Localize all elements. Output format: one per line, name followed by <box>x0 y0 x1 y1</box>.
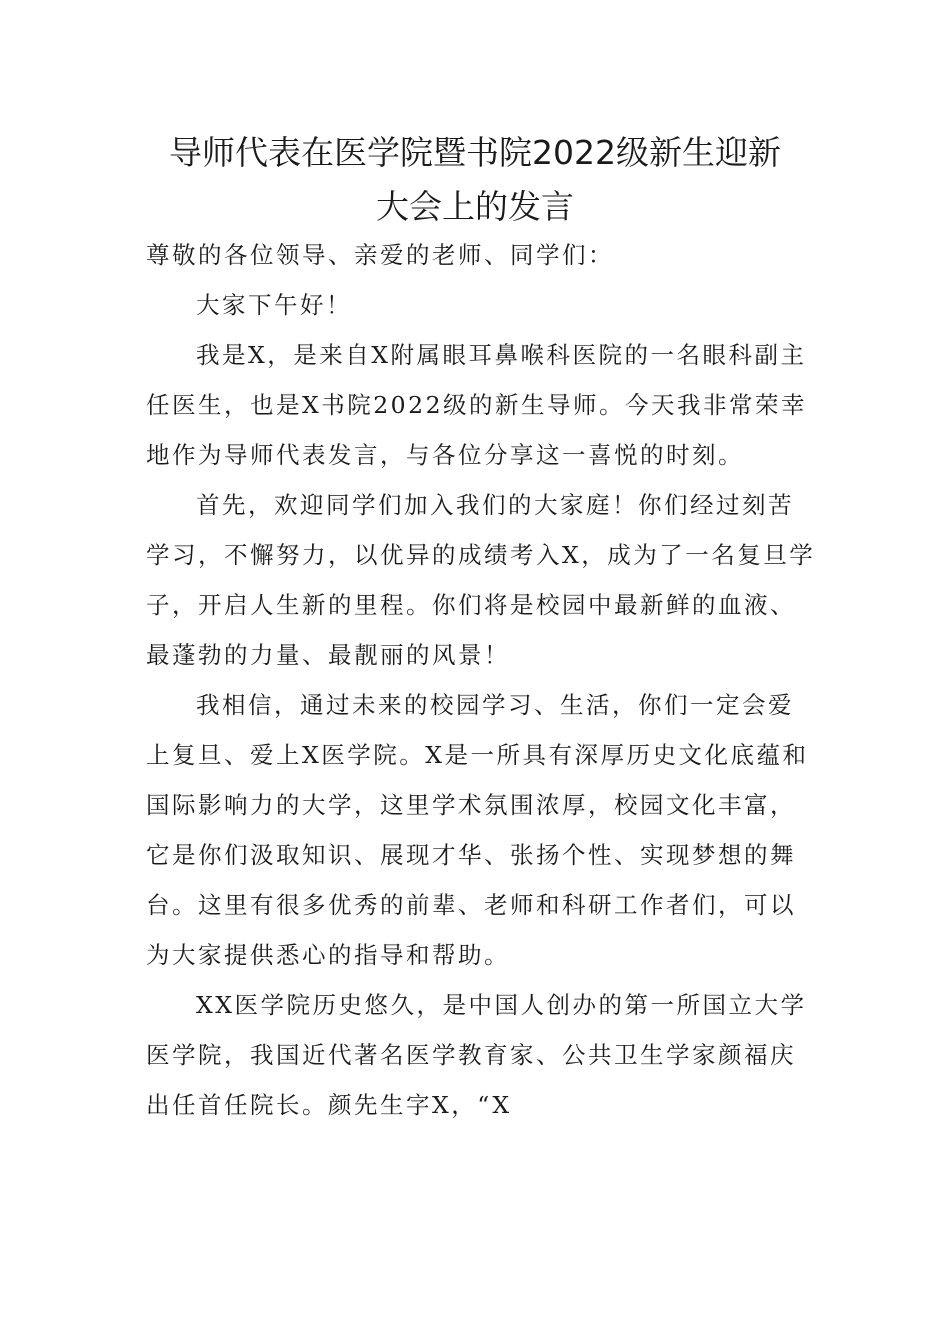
paragraph-line: 出任首任院长。颜先生字X，“X <box>146 1091 512 1119</box>
paragraph-welcome <box>146 480 816 680</box>
paragraph-line: 最蓬勃的力量、最靓丽的风景！ <box>146 641 510 669</box>
salutation <box>146 230 806 280</box>
document-title <box>100 126 850 234</box>
paragraph-line: 它是你们汲取知识、展现才华、张扬个性、实现梦想的舞 <box>146 841 796 869</box>
paragraph-line: 医学院，我国近代著名医学教育家、公共卫生学家颜福庆 <box>146 1041 796 1069</box>
paragraph-line: XX医学院历史悠久，是中国人创办的第一所国立大学 <box>196 991 807 1019</box>
paragraph-line: 为大家提供悉心的指导和帮助。 <box>146 941 510 969</box>
paragraph-line: 国际影响力的大学，这里学术氛围浓厚，校园文化丰富， <box>146 791 796 819</box>
paragraph-history <box>146 980 806 1130</box>
title-line-2: 大会上的发言 <box>376 187 574 226</box>
paragraph-line: 大家下午好！ <box>196 291 352 319</box>
paragraph-introduction <box>146 330 806 480</box>
paragraph-line: 上复旦、爱上X医学院。X是一所具有深厚历史文化底蕴和 <box>146 741 809 769</box>
paragraph-line: 我相信，通过未来的校园学习、生活，你们一定会爱 <box>196 691 794 719</box>
paragraph-line: 子，开启人生新的里程。你们将是校园中最新鲜的血液、 <box>146 591 796 619</box>
paragraph-line: 我是X，是来自X附属眼耳鼻喉科医院的一名眼科副主 <box>196 341 807 369</box>
paragraph-line: 学习，不懈努力，以优异的成绩考入X，成为了一名复旦学 <box>146 541 816 569</box>
title-line-1: 导师代表在医学院暨书院2022级新生迎新 <box>169 133 781 172</box>
salutation-line: 尊敬的各位领导、亲爱的老师、同学们： <box>146 241 614 269</box>
document-body <box>146 230 816 1130</box>
paragraph-belief <box>146 680 809 980</box>
paragraph-line: 首先，欢迎同学们加入我们的大家庭！你们经过刻苦 <box>196 491 794 519</box>
paragraph-greeting <box>146 280 806 330</box>
paragraph-line: 任医生，也是X书院2022级的新生导师。今天我非常荣幸 <box>146 391 808 419</box>
paragraph-line: 地作为导师代表发言，与各位分享这一喜悦的时刻。 <box>146 441 744 469</box>
paragraph-line: 台。这里有很多优秀的前辈、老师和科研工作者们，可以 <box>146 891 796 919</box>
